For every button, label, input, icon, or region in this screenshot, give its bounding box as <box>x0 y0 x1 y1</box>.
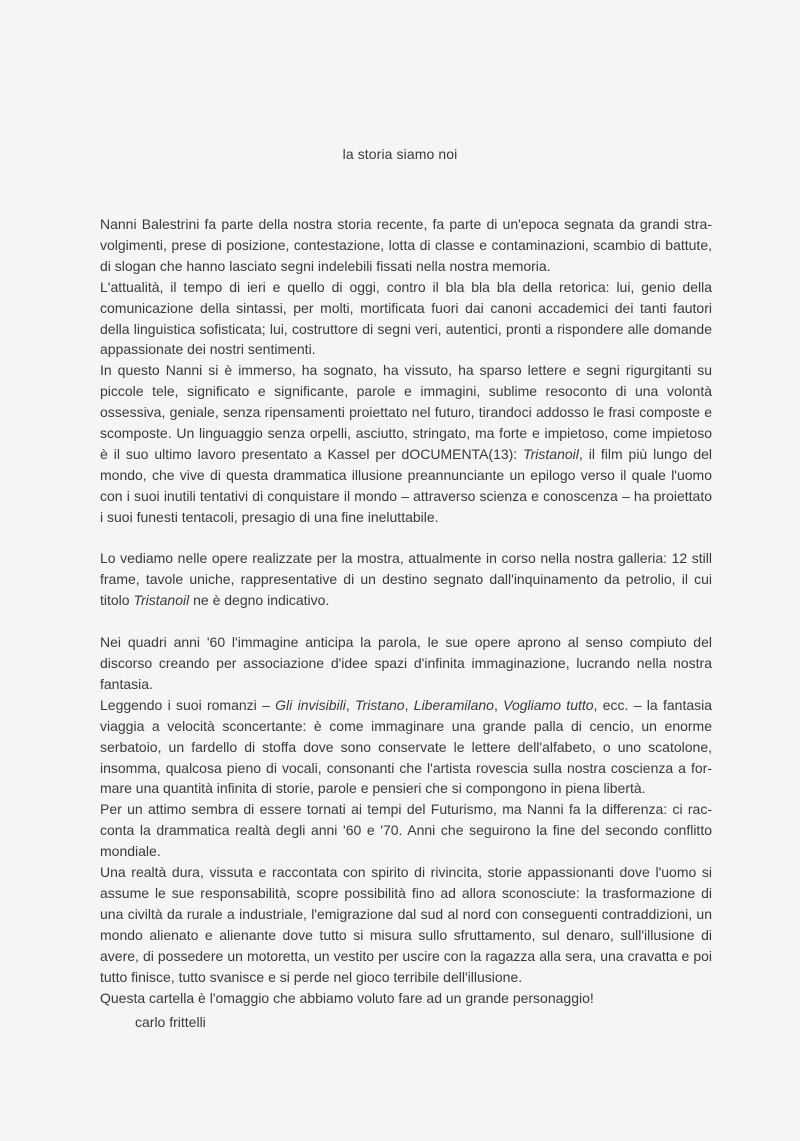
paragraph-4-text-a: Lo vediamo nelle opere realizzate per la mostra, attualmente in corso nella nostra galleria: 12 still frame, tavole uniche, rappresentative di un destino segnato dall'inquinamento da petrolio, il cui titolo <box>100 550 712 609</box>
paragraph-8: Una realtà dura, vissuta e raccontata con spirito di rivincita, storie appassionanti dove l'uomo si assume le sue responsabilità, scopre possibilità fino ad allora sconosciute: la trasformazione di una civiltà da rurale a industriale, l'emigrazione dal sud al nord con conseguenti contraddizioni, un mondo alienato e alienante dove tutto si misura sullo sfruttamento, sul denaro, sull'illusione di avere, di possedere un motoretta, un vestito per uscire con la ragazza alla sera, una cravatta e poi tutto finisce, tutto svanisce e si perde nel gioco terribile dell'illusione. <box>100 864 712 985</box>
document-title: la storia siamo noi <box>342 146 458 162</box>
paragraph-9: Questa cartella è l'omaggio che abbiamo voluto fare ad un grande personaggio! <box>100 989 594 1006</box>
novel-title-tristano: Tristano <box>355 696 405 713</box>
novel-title-gli-invisibili: Gli invisibili <box>275 696 346 713</box>
paragraph-3 <box>100 360 712 527</box>
signature: carlo frittelli <box>135 1014 206 1030</box>
novel-title-liberamilano: Liberamilano <box>413 696 494 713</box>
paragraph-3-text-b: , il film più lungo del mondo, che vive di questa drammatica illusione preannunciante un epilogo verso il quale l'uomo con i suoi inutili tentativi di conquistare il mondo – attraverso scienza e conoscenza – ha proiettato i suoi funesti tentacoli, presagio di una fine ineluttabile. <box>100 445 713 525</box>
paragraph-4-text-b: ne è degno indicativo. <box>189 592 330 609</box>
paragraph-6 <box>100 695 712 800</box>
film-title-tristanoil: Tristanoil <box>523 445 579 462</box>
separator-1: , <box>345 696 356 713</box>
paragraph-5: Nei quadri anni '60 l'immagine anticipa la parola, le sue opere aprono al senso compiuto del discorso creando per associazione d'idee spazi d'infinita immaginazione, lucrando nella nostra fantasia. <box>100 634 712 692</box>
paragraph-2: L'attualità, il tempo di ieri e quello di oggi, contro il bla bla bla della retorica: lui, genio della comunicazione della sintassi, per molti, mortificata fuori dai canoni accademici dei tanti fautori della linguistica sofisticata; lui, costruttore di segni veri, autentici, pronti a rispondere alle domande appassionate dei nostri sentimenti. <box>100 278 712 358</box>
paragraph-3-text-a: In questo Nanni si è immerso, ha sognato, ha vissuto, ha sparso lettere e segni rigurgitanti su piccole tele, significato e significante, parole e immagini, sublime resoconto di una volontà ossessiva, geniale, senza ripensamenti proiettato nel futuro, tirandoci addosso le frasi composte e scomposte. Un linguaggio senza orpelli, asciutto, stringato, ma forte e impietoso, come impietoso è il suo ultimo lavoro presentato a Kassel per dOCUMENTA(13): <box>100 362 712 462</box>
paragraph-6-text-b: , ecc. – la fantasia viaggia a velocità sconcertante: è come immaginare una grande palla di cencio, un enorme serbatoio, un fardello di stoffa dove sono conservate le lettere dell'alfabeto, o uno scatolone, insomma, qualcosa pieno di vocali, consonanti che l'artista rovescia sulla nostra coscienza a formare una quantità infinita di storie, parole e pensieri che si compongono in piena libertà. <box>100 696 713 797</box>
paragraph-7: Per un attimo sembra di essere tornati ai tempi del Futurismo, ma Nanni fa la differenza: ci racconta la drammatica realtà degli anni '60 e '70. Anni che seguirono la fine del secondo conflitto mondiale. <box>100 801 712 860</box>
document-body <box>100 214 712 1008</box>
separator-3: , <box>493 696 504 713</box>
paragraph-6-text-a: Leggendo i suoi romanzi – <box>100 696 276 713</box>
paragraph-1: Nanni Balestrini fa parte della nostra storia recente, fa parte di un'epoca segnata da grandi stravolgimenti, prese di posizione, contestazione, lotta di classe e contaminazioni, scambio di battute, di slogan che hanno lasciato segni indelebili fissati nella nostra memoria. <box>100 216 712 274</box>
series-title-tristanoil: Tristanoil <box>133 592 190 609</box>
separator-2: , <box>404 696 414 713</box>
paragraph-4 <box>100 548 712 611</box>
novel-title-vogliamo-tutto: Vogliamo tutto <box>503 696 594 713</box>
